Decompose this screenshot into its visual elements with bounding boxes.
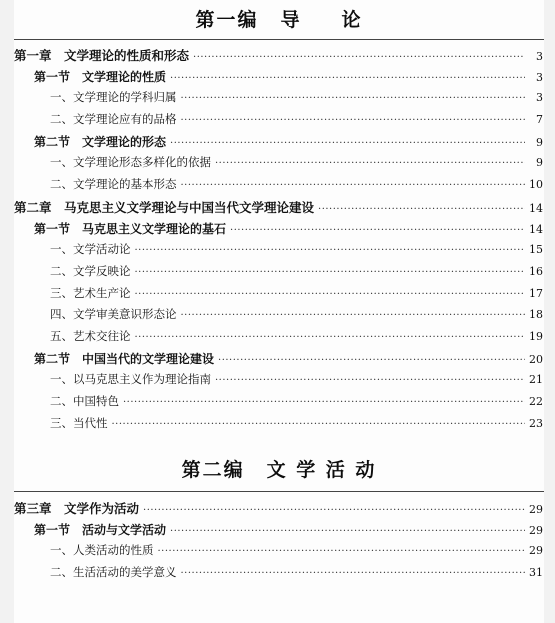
part-one-toc-list <box>14 46 544 436</box>
toc-entry-page: 9 <box>536 135 543 149</box>
toc-entry-page: 3 <box>536 91 543 105</box>
toc-leader-dots <box>170 138 525 149</box>
toc-entry[interactable] <box>14 306 544 328</box>
toc-entry[interactable] <box>14 154 544 176</box>
toc-entry[interactable] <box>14 564 544 586</box>
toc-entry-title: 五、艺术交往论 <box>50 328 131 343</box>
toc-entry[interactable] <box>14 371 544 393</box>
toc-entry[interactable] <box>14 176 544 198</box>
toc-entry[interactable] <box>14 89 544 111</box>
toc-entry-page: 10 <box>529 178 543 192</box>
toc-entry-title: 三、当代性 <box>50 415 108 430</box>
toc-entry-title: 第一章 文学理论的性质和形态 <box>14 48 190 63</box>
toc-entry-title: 二、中国特色 <box>50 394 119 408</box>
toc-leader-dots <box>218 355 525 366</box>
toc-entry-title: 第二章 马克思主义文学理论与中国当代文学理论建设 <box>14 199 315 215</box>
toc-leader-dots <box>170 73 525 84</box>
toc-leader-dots <box>135 267 526 278</box>
toc-entry[interactable] <box>14 241 544 263</box>
toc-entry-page: 29 <box>529 503 543 516</box>
toc-leader-dots <box>181 115 526 126</box>
toc-entry-page: 16 <box>529 264 543 278</box>
toc-entry-title: 一、文学理论形态多样化的依据 <box>50 155 211 170</box>
toc-leader-dots <box>135 332 526 343</box>
toc-entry-title: 二、文学理论应有的品格 <box>50 112 177 127</box>
toc-entry-title: 一、文学理论的学科归属 <box>50 90 177 105</box>
part-one-title-char-1: 导 <box>280 9 302 31</box>
toc-entry-page: 15 <box>529 243 543 257</box>
toc-entry-page: 9 <box>536 156 543 170</box>
toc-entry-page: 3 <box>536 70 543 84</box>
toc-entry-title: 三、艺术生产论 <box>50 285 131 300</box>
part-two-title: 文 学 活 动 <box>266 459 377 481</box>
toc-entry[interactable] <box>14 521 544 543</box>
document-page <box>14 0 544 623</box>
toc-entry[interactable] <box>14 285 544 307</box>
toc-entry-title: 第一节 活动与文学活动 <box>34 522 167 537</box>
toc-entry[interactable] <box>14 133 544 155</box>
toc-leader-dots <box>193 52 525 63</box>
toc-leader-dots <box>112 419 526 430</box>
toc-entry-page: 19 <box>529 329 543 343</box>
toc-entry-title: 第一节 文学理论的性质 <box>34 69 167 84</box>
toc-entry[interactable] <box>14 393 544 415</box>
toc-entry-page: 21 <box>529 373 543 387</box>
toc-entry[interactable] <box>14 328 544 350</box>
toc-entry[interactable] <box>14 263 544 285</box>
toc-leader-dots <box>143 505 525 516</box>
toc-entry-page: 7 <box>536 113 543 127</box>
toc-entry[interactable] <box>14 415 544 437</box>
toc-entry-title: 一、以马克思主义作为理论指南 <box>50 372 211 387</box>
toc-entry[interactable] <box>14 46 544 68</box>
toc-entry[interactable] <box>14 198 544 220</box>
toc-entry[interactable] <box>14 542 544 564</box>
part-one-heading <box>14 5 544 32</box>
toc-entry[interactable] <box>14 499 544 521</box>
toc-entry-title: 一、文学活动论 <box>50 242 131 257</box>
toc-leader-dots <box>158 546 526 557</box>
toc-leader-dots <box>215 158 525 169</box>
toc-entry-title: 二、文学理论的基本形态 <box>50 177 177 192</box>
toc-entry[interactable] <box>14 220 544 242</box>
part-two-divider <box>14 491 544 492</box>
toc-leader-dots <box>215 375 525 386</box>
part-one-title-char-2: 论 <box>341 9 363 31</box>
toc-entry[interactable] <box>14 350 544 372</box>
toc-entry-title: 四、文学审美意识形态论 <box>50 307 177 322</box>
toc-leader-dots <box>318 204 525 215</box>
toc-entry-page: 20 <box>529 352 543 366</box>
part-two-number: 第二编 <box>181 459 245 481</box>
toc-entry-page: 23 <box>529 416 543 430</box>
toc-entry[interactable] <box>14 111 544 133</box>
toc-entry-title: 第二节 文学理论的形态 <box>34 134 167 149</box>
toc-entry[interactable] <box>14 68 544 90</box>
toc-entry-title: 第二节 中国当代的文学理论建设 <box>34 351 215 366</box>
part-two-heading <box>14 455 544 482</box>
toc-entry-title: 第一节 马克思主义文学理论的基石 <box>34 221 227 236</box>
toc-entry-page: 31 <box>529 566 543 580</box>
toc-entry-page: 14 <box>529 201 543 215</box>
part-one-divider <box>14 39 544 40</box>
toc-entry-page: 18 <box>529 308 543 322</box>
toc-entry-page: 22 <box>529 395 543 408</box>
toc-entry-title: 第三章 文学作为活动 <box>14 501 140 516</box>
toc-entry-page: 29 <box>529 523 543 537</box>
toc-entry-title: 二、生活活动的美学意义 <box>50 565 177 580</box>
toc-leader-dots <box>135 289 526 300</box>
toc-entry-title: 一、人类活动的性质 <box>50 543 154 558</box>
toc-leader-dots <box>170 526 525 537</box>
part-two-toc-list <box>14 499 544 586</box>
toc-leader-dots <box>181 568 526 579</box>
toc-leader-dots <box>181 310 526 321</box>
toc-entry-page: 17 <box>529 286 543 300</box>
toc-entry-page: 14 <box>529 222 543 236</box>
toc-leader-dots <box>135 245 526 256</box>
toc-entry-page: 29 <box>529 544 543 558</box>
toc-leader-dots <box>123 397 525 408</box>
toc-leader-dots <box>230 225 525 236</box>
toc-leader-dots <box>181 93 526 104</box>
toc-leader-dots <box>181 180 526 191</box>
part-one-number: 第一编 <box>195 9 259 31</box>
toc-entry-title: 二、文学反映论 <box>50 263 131 278</box>
toc-entry-page: 3 <box>536 50 543 63</box>
